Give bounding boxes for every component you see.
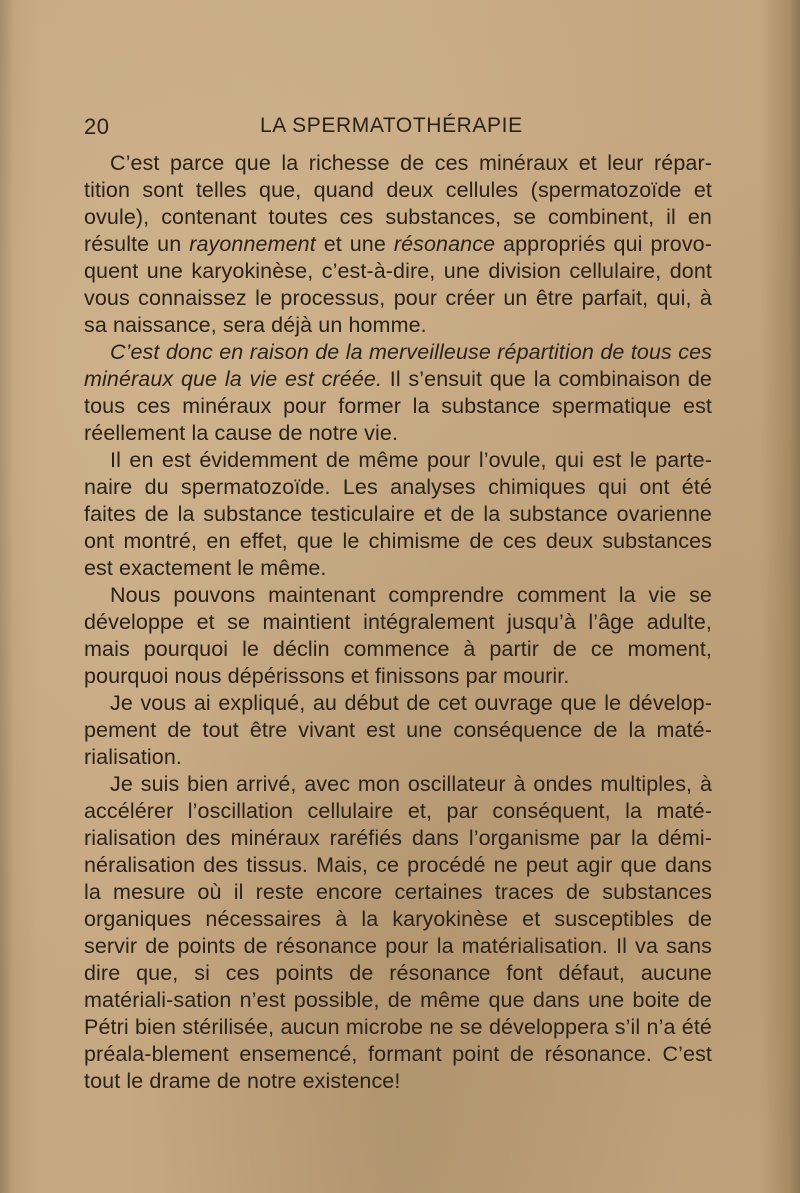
paragraph: Je vous ai expliqué, au début de cet ouvrage que le dévelop-pement de tout être vivant est une conséquence de la maté-rialisation.: [84, 691, 712, 769]
paragraph: Il en est évidemment de même pour l’ovule, qui est le parte-naire du spermatozoïde. Les analyses chimiques qui ont été faites de la substance testiculaire et de la substance ovarienne ont montré, en effet, que le chimisme de ces deux substances est exactement le même.: [84, 448, 712, 580]
page-number: 20: [84, 114, 110, 139]
paragraph: Je suis bien arrivé, avec mon oscillateur à ondes multiples, à accélérer l’oscillation cellulaire et, par conséquent, la maté-rialisation des minéraux raréfiés dans l’organisme par la démi-néralisation des tissus. Mais, ce procédé ne peut agir que dans la mesure où il reste encore certaines traces de substances organiques nécessaires à la karyokinèse et susceptibles de servir de points de résonance pour la matérialisation. Il va sans dire que, si ces points de résonance font défaut, aucune matériali-sation n’est possible, de même que dans une boite de Pétri bien stérilisée, aucun microbe ne se développera s’il n’a été préala-blement ensemencé, formant point de résonance. C’est tout le drame de notre existence!: [84, 772, 712, 1093]
emphasis: rayonnement: [189, 232, 316, 256]
paragraph: C’est parce que la richesse de ces minéraux et leur répar-tition sont telles que, quand deux cellules (spermatozoïde et ovule), contenant toutes ces substances, se combinent, il en résulte un rayonnement et une résonance appropriés qui provo-quent une karyokinèse, c’est-à-dire, une division cellulaire, dont vous connaissez le processus, pour créer un être parfait, qui, à sa naissance, sera déjà un homme.: [84, 151, 713, 337]
emphasis: résonance: [393, 232, 496, 256]
paragraph: Nous pouvons maintenant comprendre comment la vie se développe et se maintient intégralement jusqu’à l’âge adulte, mais pourquoi le déclin commence à partir de ce moment, pourquoi nous dépérissons et finissons par mourir.: [84, 583, 712, 688]
paragraph: C’est donc en raison de la merveilleuse répartition de tous ces minéraux que la vie est créée. Il s’ensuit que la combinaison de tous ces minéraux pour former la substance spermatique est réellement la cause de notre vie.: [84, 340, 712, 445]
running-title: LA SPERMATOTHÉRAPIE: [260, 114, 523, 137]
page-header: [84, 114, 714, 144]
emphasis: C’est donc en raison de la merveilleuse répartition de tous ces minéraux que la vie est créée.: [84, 340, 712, 391]
body-text: [84, 150, 712, 1095]
